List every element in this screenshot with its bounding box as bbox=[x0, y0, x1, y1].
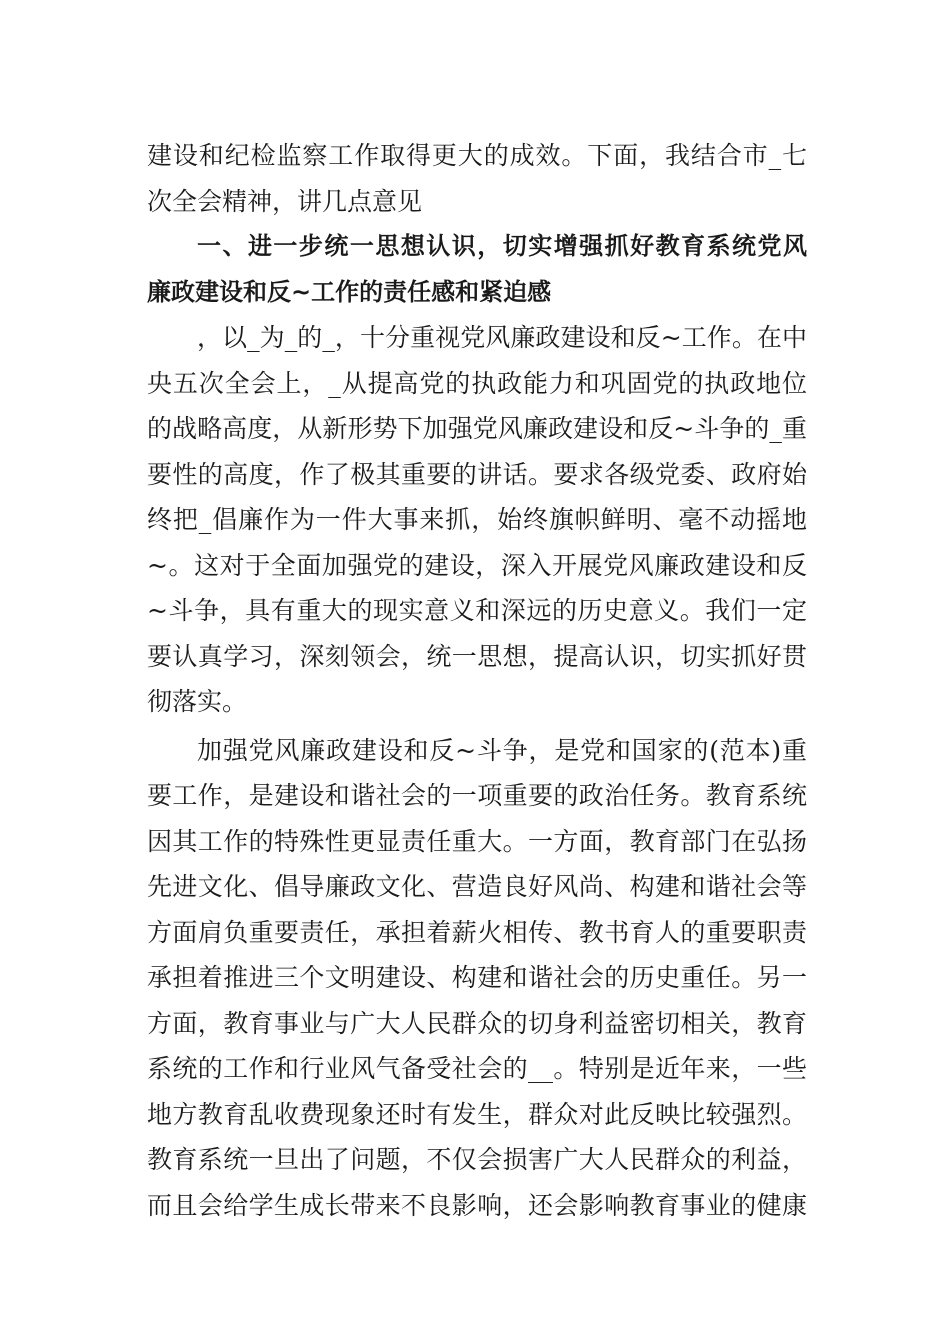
heading-line: 廉政建设和反~工作的责任感和紧迫感 bbox=[147, 277, 552, 306]
text-line: 教育系统一旦出了问题，不仅会损害广大人民群众的利益， bbox=[147, 1145, 807, 1174]
text-line: 先进文化、倡导廉政文化、营造良好风尚、构建和谐社会等 bbox=[147, 872, 807, 901]
text-line: ~斗争，具有重大的现实意义和深远的历史意义。我们一定 bbox=[147, 596, 807, 625]
text-line: 而且会给学生成长带来不良影响，还会影响教育事业的健康 bbox=[147, 1190, 807, 1220]
text-line: 终把_倡廉作为一件大事来抓，始终旗帜鲜明、毫不动摇地 bbox=[147, 505, 807, 534]
text-line: 的战略高度，从新形势下加强党风廉政建设和反~斗争的_重 bbox=[147, 414, 807, 443]
body-paragraph-2 bbox=[147, 728, 807, 1229]
text-line: 要性的高度，作了极其重要的讲话。要求各级党委、政府始 bbox=[147, 459, 807, 489]
section-heading bbox=[147, 224, 807, 315]
text-line: 央五次全会上，_从提高党的执政能力和巩固党的执政地位 bbox=[147, 368, 807, 398]
heading-line: 一、进一步统一思想认识，切实增强抓好教育系统党风 bbox=[197, 232, 807, 260]
text-line: 次全会精神，讲几点意见 bbox=[147, 186, 423, 216]
text-line: 方面肩负重要责任，承担着薪火相传、教书育人的重要职责 bbox=[147, 917, 807, 947]
text-line: 彻落实。 bbox=[147, 687, 248, 716]
text-line: 加强党风廉政建设和反~斗争，是党和国家的(范本)重 bbox=[197, 735, 807, 765]
text-line: 承担着推进三个文明建设、构建和谐社会的历史重任。另一 bbox=[147, 963, 807, 992]
document-body bbox=[147, 133, 807, 1228]
body-paragraph-1 bbox=[147, 315, 807, 725]
text-line: ，以_为_的_，十分重视党风廉政建设和反~工作。在中 bbox=[197, 323, 807, 352]
text-line: ~。这对于全面加强党的建设，深入开展党风廉政建设和反 bbox=[147, 550, 807, 580]
text-line: 因其工作的特殊性更显责任重大。一方面，教育部门在弘扬 bbox=[147, 826, 807, 856]
text-line: 建设和纪检监察工作取得更大的成效。下面，我结合市_七 bbox=[147, 141, 807, 170]
intro-paragraph bbox=[147, 133, 807, 224]
text-line: 地方教育乱收费现象还时有发生，群众对此反映比较强烈。 bbox=[147, 1099, 807, 1129]
text-line: 要认真学习，深刻领会，统一思想，提高认识，切实抓好贯 bbox=[147, 641, 807, 671]
text-line: 系统的工作和行业风气备受社会的__。特别是近年来，一些 bbox=[147, 1054, 807, 1083]
text-line: 方面，教育事业与广大人民群众的切身利益密切相关，教育 bbox=[147, 1008, 807, 1038]
text-line: 要工作，是建设和谐社会的一项重要的政治任务。教育系统 bbox=[147, 781, 807, 810]
